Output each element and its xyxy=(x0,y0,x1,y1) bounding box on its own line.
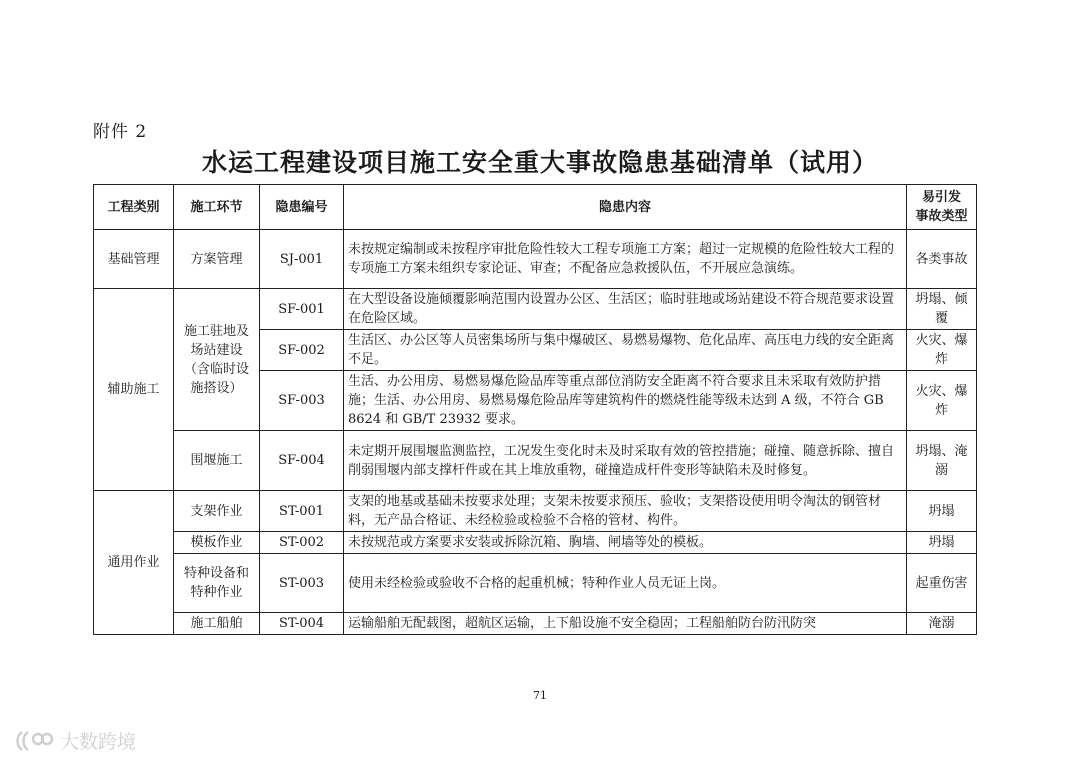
table-row xyxy=(94,554,977,613)
watermark-text: 大数跨境 xyxy=(60,731,137,753)
stage-cell: 特种设备和特种作业 xyxy=(174,554,260,613)
page-title: 水运工程建设项目施工安全重大事故隐患基础清单（试用） xyxy=(201,148,878,177)
content-cell: 未定期开展围堰监测监控，工况发生变化时未及时采取有效的管控措施；碰撞、随意拆除、擅自削弱围堰内部支撑杆件或在其上堆放重物，碰撞造成杆件变形等缺陷未及时修复。 xyxy=(344,431,907,491)
category-cell: 基础管理 xyxy=(94,230,174,289)
table-header-row xyxy=(94,185,977,230)
category-cell: 通用作业 xyxy=(94,491,174,635)
header-content: 隐患内容 xyxy=(344,185,907,230)
stage-cell: 施工驻地及场站建设（含临时设施搭设） xyxy=(174,289,260,431)
accident-cell: 淹溺 xyxy=(907,613,977,635)
header-accident-line2: 事故类型 xyxy=(915,209,968,224)
stage-cell: 方案管理 xyxy=(174,230,260,289)
header-stage: 施工环节 xyxy=(174,185,260,230)
content-cell: 运输船舶无配载图，超航区运输，上下船设施不安全稳固；工程船舶防台防汛防突 xyxy=(344,613,907,635)
table-row xyxy=(94,532,977,554)
accident-cell: 火灾、爆炸 xyxy=(907,330,977,371)
content-cell: 在大型设备设施倾覆影响范围内设置办公区、生活区；临时驻地或场站建设不符合规范要求设置在危险区域。 xyxy=(344,289,907,330)
table-row xyxy=(94,613,977,635)
accident-cell: 起重伤害 xyxy=(907,554,977,613)
stage-cell: 施工船舶 xyxy=(174,613,260,635)
table-row xyxy=(94,491,977,532)
stage-cell: 模板作业 xyxy=(174,532,260,554)
accident-cell: 坍塌、倾覆 xyxy=(907,289,977,330)
content-cell: 支架的地基或基础未按要求处理；支架未按要求预压、验收；支架搭设使用明令淘汰的钢管材料，无产品合格证、未经检验或检验不合格的管材、构件。 xyxy=(344,491,907,532)
hazard-table xyxy=(93,184,977,635)
code-cell: ST-004 xyxy=(260,613,344,635)
accident-cell: 火灾、爆炸 xyxy=(907,371,977,431)
stage-cell: 支架作业 xyxy=(174,491,260,532)
code-cell: SF-003 xyxy=(260,371,344,431)
content-cell: 生活区、办公区等人员密集场所与集中爆破区、易燃易爆物、危化品库、高压电力线的安全距离不足。 xyxy=(344,330,907,371)
content-cell: 使用未经检验或验收不合格的起重机械；特种作业人员无证上岗。 xyxy=(344,554,907,613)
content-cell: 未按规范或方案要求安装或拆除沉箱、胸墙、闸墙等处的模板。 xyxy=(344,532,907,554)
watermark xyxy=(14,727,136,754)
code-cell: SJ-001 xyxy=(260,230,344,289)
header-code: 隐患编号 xyxy=(260,185,344,230)
category-cell: 辅助施工 xyxy=(94,289,174,491)
code-cell: ST-001 xyxy=(260,491,344,532)
content-cell: 未按规定编制或未按程序审批危险性较大工程专项施工方案；超过一定规模的危险性较大工程的专项施工方案未组织专家论证、审查；不配备应急救援队伍，不开展应急演练。 xyxy=(344,230,907,289)
code-cell: SF-001 xyxy=(260,289,344,330)
code-cell: SF-004 xyxy=(260,431,344,491)
accident-cell: 坍塌、淹溺 xyxy=(907,431,977,491)
accident-cell: 坍塌 xyxy=(907,532,977,554)
content-cell: 生活、办公用房、易燃易爆危险品库等重点部位消防安全距离不符合要求且未采取有效防护措施；生活、办公用房、易燃易爆危险品库等建筑构件的燃烧性能等级未达到 A 级，不符合 GB 8624 和 GB/T 23932 要求。 xyxy=(344,371,907,431)
accident-cell: 坍塌 xyxy=(907,491,977,532)
header-accident-type xyxy=(907,185,977,230)
page-number: 71 xyxy=(533,689,547,702)
table-row xyxy=(94,431,977,491)
stage-cell: 围堰施工 xyxy=(174,431,260,491)
header-category: 工程类别 xyxy=(94,185,174,230)
accident-cell: 各类事故 xyxy=(907,230,977,289)
attachment-label: 附件 2 xyxy=(93,122,148,142)
table-row xyxy=(94,230,977,289)
table-row xyxy=(94,289,977,330)
code-cell: SF-002 xyxy=(260,330,344,371)
code-cell: ST-003 xyxy=(260,554,344,613)
header-accident-line1: 易引发 xyxy=(921,190,961,205)
watermark-logo-icon xyxy=(14,728,54,754)
code-cell: ST-002 xyxy=(260,532,344,554)
